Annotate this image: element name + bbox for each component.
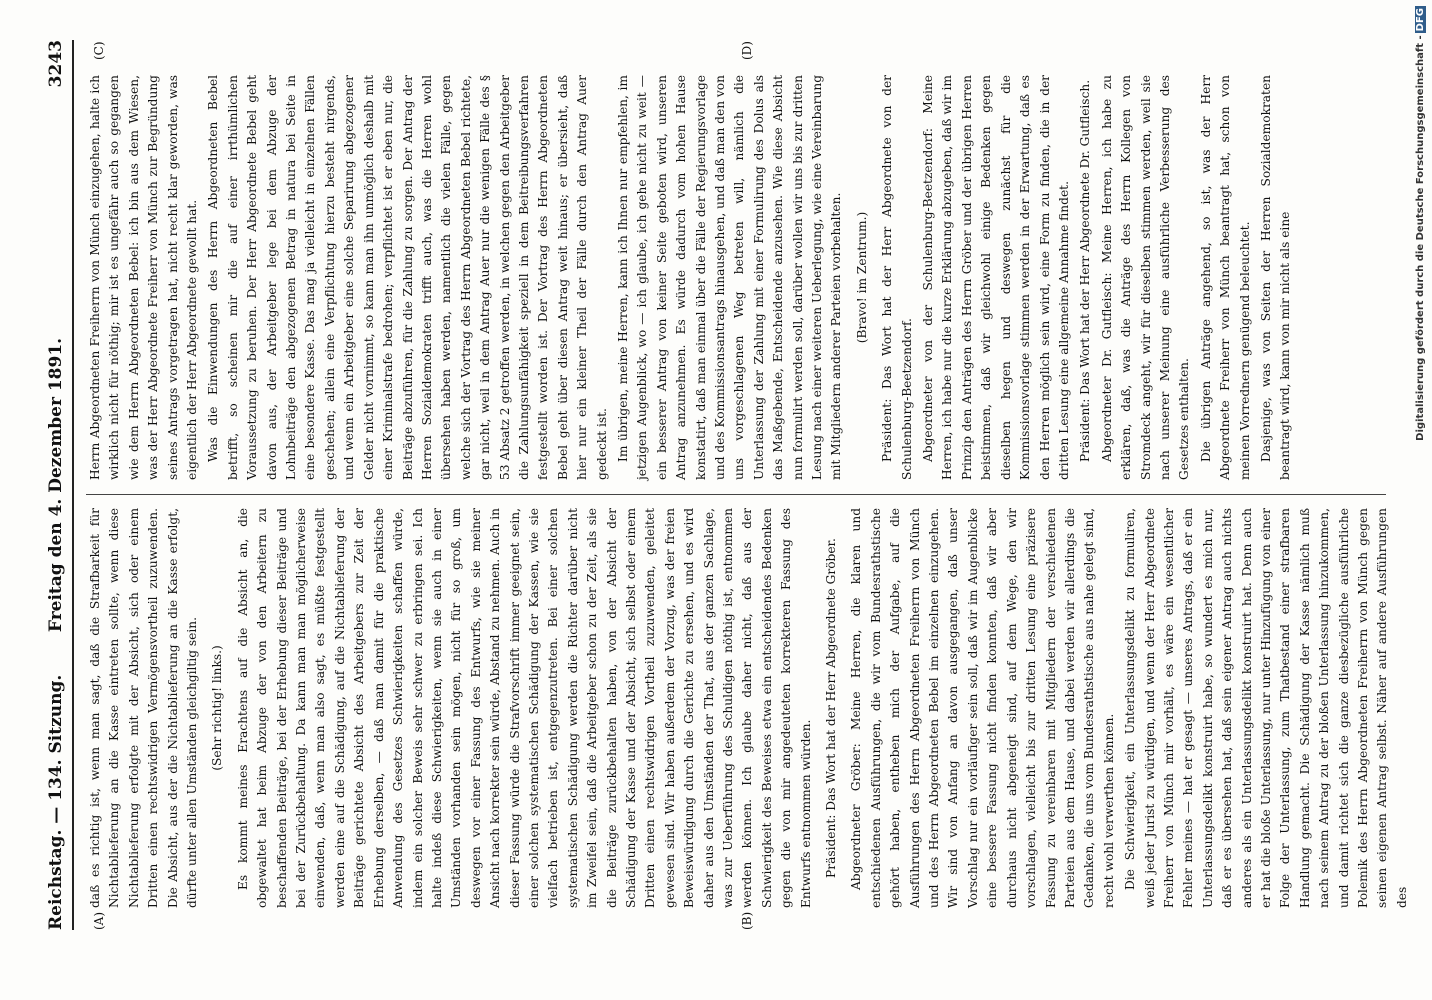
paragraph: Abgeordneter Dr. Gutfleisch: Meine Herren, ich habe zu erklären, daß, was die Anträge des Herrn Kollegen von Stromdeck angeht, wir für dieselben stimmen werden, weil sie nach unserer Meinung eine ausführliche Verbesserung des Gesetzes enthalten. — [1099, 75, 1192, 480]
header-date: Freitag den 4. Dezember 1891. — [46, 337, 66, 633]
dfg-logo: DFG — [1415, 8, 1426, 32]
page-number: 3243 — [46, 40, 66, 88]
margin-letter-d: (D) — [740, 41, 754, 60]
paragraph: Abgeordneter Gröber: Meine Herren, die klaren und entschiedenen Ausführungen, die wir vom Bundesrathstische gehört haben, entheben mich der Aufgabe, auf die Ausführungen des Herrn Abgeordneten Freiherrn von Münch und des Herrn Abgeordneten Bebel im einzelnen einzugehen. Wir sind von Anfang an davon ausgegangen, daß unser Vorschlag nur ein vorläufiger sein soll, daß wir im Augenblicke eine bessere Fassung nicht finden konnten, daß wir aber durchaus nicht abgeneigt sind, auf dem Wege, den wir vorschlagen, vielleicht bis zur dritten Lesung eine präzisere Fassung zu vereinbaren mit Mitgliedern der verschiedenen Parteien aus dem Hause, und dabei werden wir allerdings die Gedanken, die uns vom Bundesrathstische aus nahe gelegt sind, recht wohl verwerthen können. — [849, 508, 1116, 908]
paragraph: Es kommt meines Erachtens auf die Absicht an, die obgewaltet hat beim Abzuge der von den Arbeitern zu beschaffenden Beiträge, bei der Erhebung dieser Beiträge und bei der Zurückbehaltung. Da kann man man möglicherweise einwenden, daß, wenn man also sagt, es müßte festgestellt werden eine auf die Schädigung, auf die Nichtablieferung der Beiträge gerichtete Absicht des Arbeitgebers zur Zeit der Erhebung derselben, — daß man damit für die praktische Anwendung des Gesetzes Schwierigkeiten schaffen würde, indem ein solcher Beweis sehr schwer zu erbringen sei. Ich halte indeß diese Schwierigkeiten, wenn sie auch in einer Umständen vorhanden sein mögen, nicht für so groß, um deswegen vor einer Fassung des Entwurfs, wie sie meiner Ansicht nach korrekter sein würde, Abstand zu nehmen. Auch in dieser Fassung würde die Strafvorschrift immer geeignet sein, einer solchen systematischen Schädigung der Kassen, wie sie vielfach betrieben ist, entgegenzutreten. Bei einer solchen systematischen Schädigung werden die Richter darüber nicht im Zweifel sein, daß die Arbeitgeber schon zu der Zeit, als sie die Beiträge zurückbehalten haben, von der Absicht der Schädigung der Kasse und der Absicht, sich selbst oder einem Dritten einen rechtswidrigen Vortheil zuzuwenden, geleitet gewesen sind. Wir haben außerdem der Vorzug, was der freien Beweiswürdigung durch die Gerichte zu ersehen, und es wird daher aus den Umständen der That, aus der ganzen Sachlage, was zur Ueberführung des Schuldigen nöthig ist, entnommen werden können. Ich glaube daher nicht, daß aus der Schwierigkeit des Beweises etwa ein entscheidendes Bedenken gegen die von mir angedeuteten korrekteren Fassung des Entwurfs entnommen würden. — [235, 508, 813, 908]
credit-text: Digitalisierung gefördert durch die Deutsche Forschungsgemeinschaft - — [1415, 35, 1426, 441]
page-header — [42, 40, 74, 930]
interjection: (Sehr richtig! links.) — [210, 645, 225, 771]
margin-letter-c: (C) — [92, 41, 106, 60]
column-divider — [86, 494, 1386, 495]
margin-letter-a: (A) — [92, 911, 106, 930]
text-column-left — [86, 508, 1409, 908]
speaker-call: Präsident: Das Wort hat der Herr Abgeordnete Gröber. — [824, 538, 839, 878]
paragraph: daß es richtig ist, wenn man sagt, daß die Strafbarkeit für Nichtablieferung an die Kasse eintreten sollte, wenn diese Nichtablieferung erfolgte mit der Absicht, sich oder einem Dritten einen rechtswidrigen Vermögensvortheil zuzuwenden. Die Absicht, aus der die Nichtablieferung an die Kasse erfolgt, dürfte unter allen Umständen gleichgiltig sein. — [88, 508, 200, 908]
paragraph: Dasjenige, was von Seiten der Herren Sozialdemokraten beantragt wird, kann von mir nicht als eine — [1258, 75, 1293, 480]
paragraph: Was die Einwendungen des Herrn Abgeordneten Bebel betrifft, so scheinen mir die auf einer irrthümlichen Voraussetzung zu beruhen. Der Herr Abgeordnete Bebel geht davon aus, der Arbeitgeber lege bei dem Abzuge der Lohnbeiträge den abgezogenen Betrag in natura bei Seite in eine besondere Kasse. Das mag ja vielleicht in einzelnen Fällen geschehen; allein eine Verpflichtung hierzu besteht nirgends, und wenn ein Arbeitgeber eine solche Separirung abgezogener Gelder nicht vornimmt, so kann man ihn unmöglich deshalb mit einer Kriminalstrafe bedrohen; verpflichtet ist er eben nur, die Beiträge abzuführen, für die Zahlung zu sorgen. Der Antrag der Herren Sozialdemokraten trifft auch, was die Herren wohl übersehen haben werden, namentlich die vielen Fälle, gegen welche sich der Vortrag des Herrn Abgeordneten Bebel richtete, gar nicht, weil in dem Antrag Auer nur die wenigen Fälle des § 53 Absatz 2 getroffen werden, in welchen gegen den Arbeitgeber die Zahlungsunfähigkeit speziell in dem Beitreibungsverfahren festgestellt worden ist. Der Vortrag des Herrn Abgeordneten Bebel geht über diesen Antrag weit hinaus; er übersieht, daß hier nur ein kleiner Theil der Fälle durch den Antrag Auer gedeckt ist. — [206, 75, 609, 480]
margin-letter-b: (B) — [740, 911, 754, 930]
speaker-call: Präsident: Das Wort hat der Herr Abgeordnete Dr. Gutfleisch. — [1078, 79, 1093, 462]
paragraph: Abgeordneter von der Schulenburg-Beetzendorf: Meine Herren, ich habe nur die kurze Erklärung abzugeben, daß wir im Prinzip den Anträgen des Herrn Gröber und der übrigen Herren beistimmen, daß wir gleichwohl einige Bedenken gegen dieselben hegen und deswegen zunächst für die Kommissionsvorlage stimmen werden in der Erwartung, daß es den Herren möglich sein wird, eine Form zu finden, die in der dritten Lesung eine allgemeine Annahme findet. — [921, 75, 1071, 480]
paragraph: Herrn Abgeordneten Freiherrn von Münch einzugehen, halte ich wirklich nicht für nöthig; mir ist es ungefähr auch so gegangen wie dem Herrn Abgeordneten Bebel: ich bin aus dem Wiesen, was der Herr Abgeordnete Freiherr von Münch zur Begründung seines Antrags vorgetragen hat, nicht recht klar geworden, was eigentlich der Herr Abgeordnete gewollt hat. — [88, 75, 200, 480]
paragraph: Im übrigen, meine Herren, kann ich Ihnen nur empfehlen, im jetzigen Augenblick, wo — ich glaube, ich gehe nicht zu weit — ein besserer Antrag von keiner Seite geboten wird, unseren Antrag anzunehmen. Es würde dadurch vom hohen Hause konstatirt, daß man einmal über die Fälle der Regierungsvorlage und des Kommissionsantrags hinausgehen, und daß man den von uns vorgeschlagenen Weg betreten will, nämlich die Unterlassung der Zahlung mit einer Formulirung des Dolus als das Maßgebende, Entscheidende anzusehen. Wie diese Absicht nun formulirt werden soll, darüber wollen wir uns bis zur dritten Lesung nach einer weiteren Ueberlegung, wie eine Vereinbarung mit Mitgliedern anderer Parteien vorbehalten. — [615, 75, 844, 480]
speaker-call: Präsident: Das Wort hat der Herr Abgeordnete von der Schulenburg-Beetzendorf. — [880, 75, 914, 480]
paragraph: Die Schwierigkeit, ein Unterlassungsdelikt zu formuliren, weiß jeder Jurist zu würdigen, und wenn der Herr Abgeordnete Freiherr von Münch mir vorhält, es wäre ein wesentlicher Fehler meines — hat er gesagt — unseres Antrags, daß er ein Unterlassungsdelikt konstruirt habe, so wundert es mich nur, daß er es übersehen hat, daß sein eigener Antrag auch nichts anderes als ein Unterlassungsdelikt konstruirt hat. Denn auch er hat die bloße Unterlassung, nur unter Hinzufügung von einer Folge der Unterlassung, zum Thatbestand einer strafbaren Handlung gemacht. Die Schädigung der Kasse nämlich muß nach seinem Antrag zu der bloßen Unterlassung hinzukommen, und damit richtet sich die ganze diesbezügliche ausführliche Polemik des Herrn Abgeordneten Freiherrn von Münch gegen seinen eigenen Antrag selbst. Näher auf andere Ausführungen des — [1123, 508, 1409, 908]
text-column-right — [86, 75, 1386, 480]
header-left: Reichstag. — 134. Sitzung. — [46, 674, 66, 930]
paragraph: Die übrigen Anträge angehend, so ist, was der Herr Abgeordnete Freiherr von Münch beantragt hat, schon von meinen Vorrednern genügend beleuchtet. — [1198, 75, 1252, 480]
interjection: (Bravo! im Zentrum.) — [854, 211, 869, 344]
digitization-credit — [1415, 6, 1426, 441]
